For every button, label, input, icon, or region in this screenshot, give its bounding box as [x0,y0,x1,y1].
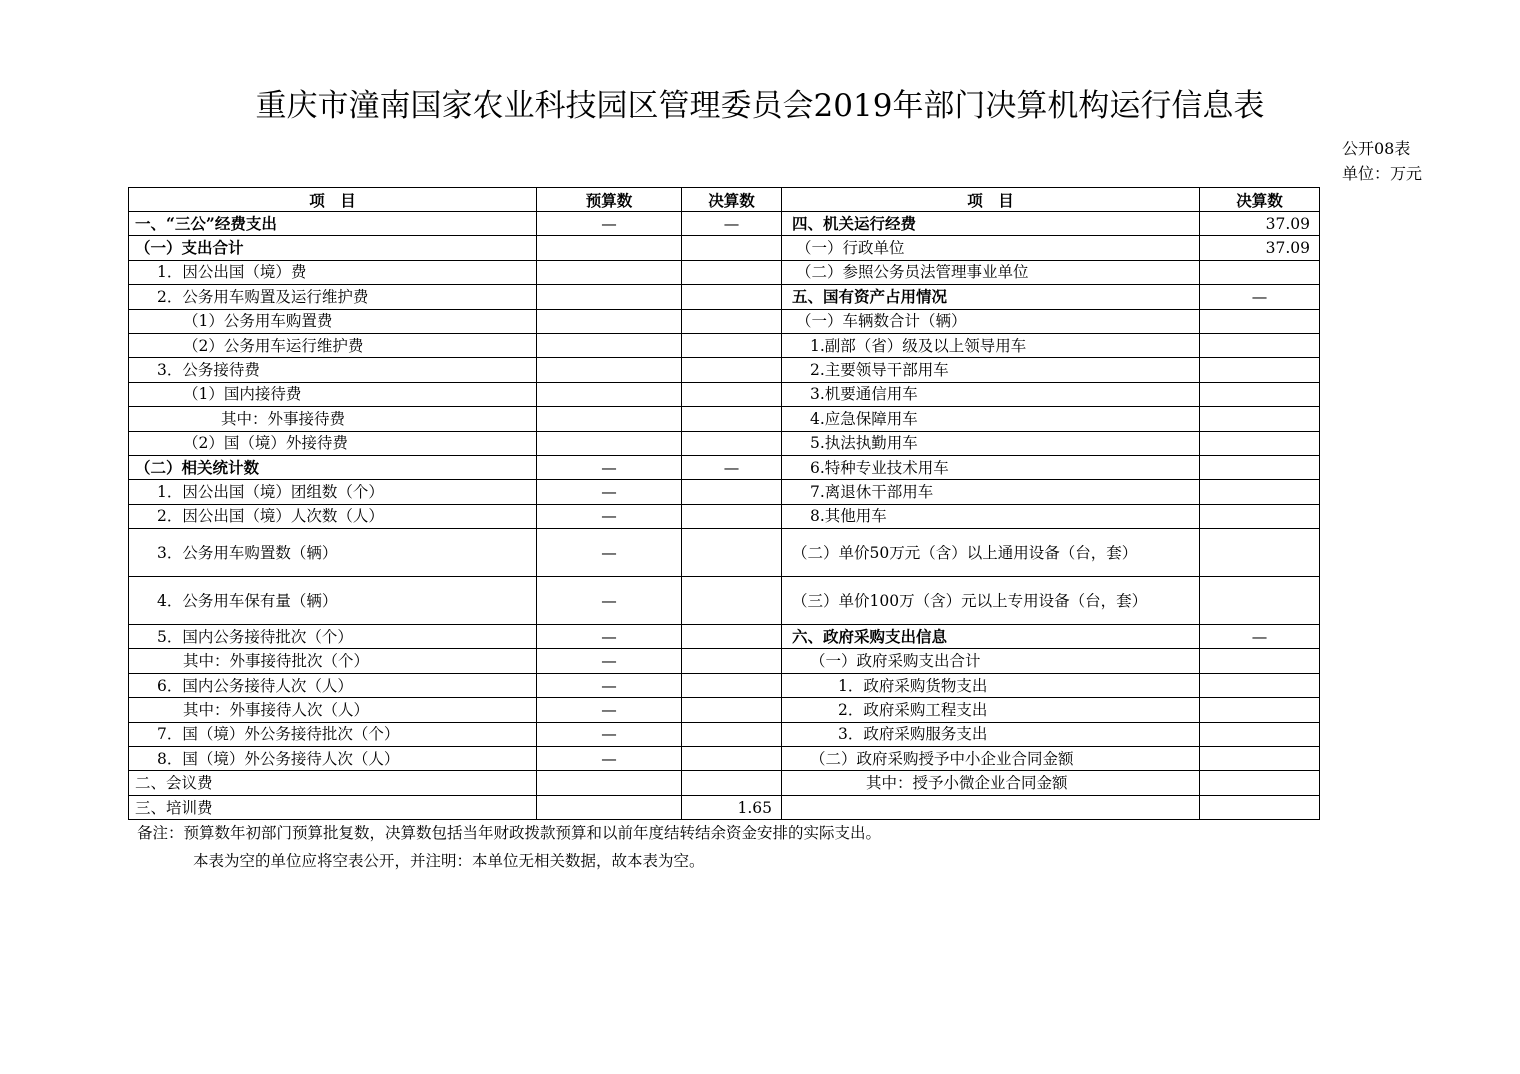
row-budget-value [537,795,682,819]
header-item-right: 项 目 [782,188,1200,212]
row-final-value-right: 37.09 [1200,212,1320,236]
row-final-value [682,673,782,697]
row-item-right: 4.应急保障用车 [782,407,1200,431]
table-row [129,480,1320,504]
remark-note: 备注：预算数年初部门预算批复数，决算数包括当年财政拨款预算和以前年度结转结余资金安排的实际支出。 [137,824,882,842]
row-final-value [682,649,782,673]
row-item-right: （二）参照公务员法管理事业单位 [782,260,1200,284]
row-item-left: 5．国内公务接待批次（个） [129,625,537,649]
row-final-value-right [1200,431,1320,455]
row-budget-value: — [537,577,682,625]
row-final-value [682,480,782,504]
row-item-left: 其中：外事接待人次（人） [129,698,537,722]
table-row [129,795,1320,819]
row-item-right: 四、机关运行经费 [782,212,1200,236]
operation-info-table [128,187,1320,820]
row-final-value [682,529,782,577]
table-row [129,698,1320,722]
row-budget-value [537,407,682,431]
table-row [129,747,1320,771]
row-item-right: 五、国有资产占用情况 [782,285,1200,309]
row-final-value: 1.65 [682,795,782,819]
row-item-left: 7．国（境）外公务接待批次（个） [129,722,537,746]
row-final-value [682,407,782,431]
row-item-right: 2．政府采购工程支出 [782,698,1200,722]
row-final-value: — [682,212,782,236]
row-item-right [782,795,1200,819]
row-budget-value [537,382,682,406]
row-budget-value: — [537,649,682,673]
row-final-value [682,260,782,284]
table-number: 公开08表 [1342,139,1411,158]
row-item-left: 1．因公出国（境）团组数（个） [129,480,537,504]
row-budget-value [537,431,682,455]
row-item-left: 2．公务用车购置及运行维护费 [129,285,537,309]
row-final-value [682,382,782,406]
row-final-value [682,431,782,455]
header-budget: 预算数 [537,188,682,212]
row-item-right: 7.离退休干部用车 [782,480,1200,504]
row-final-value [682,747,782,771]
row-final-value-right [1200,529,1320,577]
row-item-left: 3．公务用车购置数（辆） [129,529,537,577]
row-item-right: 六、政府采购支出信息 [782,625,1200,649]
row-item-left: 其中：外事接待批次（个） [129,649,537,673]
row-final-value [682,698,782,722]
row-item-right: 8.其他用车 [782,504,1200,528]
row-item-left: 6．国内公务接待人次（人） [129,673,537,697]
row-final-value-right [1200,382,1320,406]
row-final-value-right [1200,649,1320,673]
row-final-value [682,333,782,357]
table-row [129,407,1320,431]
row-item-left: 其中：外事接待费 [129,407,537,431]
table-row [129,722,1320,746]
row-item-right: （二）单价50万元（含）以上通用设备（台，套） [782,529,1200,577]
row-budget-value: — [537,673,682,697]
row-item-left: 三、培训费 [129,795,537,819]
table-row [129,431,1320,455]
row-final-value [682,625,782,649]
row-final-value-right [1200,260,1320,284]
row-budget-value: — [537,747,682,771]
row-item-right: （一）政府采购支出合计 [782,649,1200,673]
row-final-value [682,504,782,528]
row-budget-value: — [537,455,682,479]
row-budget-value: — [537,722,682,746]
table-row [129,333,1320,357]
table-body [129,212,1320,820]
row-final-value-right [1200,771,1320,795]
table-row [129,625,1320,649]
row-final-value [682,771,782,795]
row-item-left: 1．因公出国（境）费 [129,260,537,284]
header-final: 决算数 [682,188,782,212]
table-row [129,673,1320,697]
table-row [129,577,1320,625]
row-item-left: 3．公务接待费 [129,358,537,382]
row-final-value [682,577,782,625]
row-item-left: （二）相关统计数 [129,455,537,479]
row-final-value-right [1200,577,1320,625]
row-budget-value [537,236,682,260]
row-item-right: 3.机要通信用车 [782,382,1200,406]
row-final-value-right [1200,673,1320,697]
row-item-right: 其中：授予小微企业合同金额 [782,771,1200,795]
table-header-row [129,188,1320,212]
table-row [129,358,1320,382]
row-item-right: 5.执法执勤用车 [782,431,1200,455]
row-budget-value [537,333,682,357]
row-item-left: （1）国内接待费 [129,382,537,406]
row-item-left: 一、“三公”经费支出 [129,212,537,236]
table-row [129,212,1320,236]
row-final-value-right [1200,747,1320,771]
unit-label: 单位：万元 [1342,164,1423,183]
row-budget-value: — [537,625,682,649]
row-final-value-right [1200,698,1320,722]
row-item-left: 二、会议费 [129,771,537,795]
table-row [129,236,1320,260]
row-final-value-right [1200,795,1320,819]
row-item-right: （一）行政单位 [782,236,1200,260]
row-final-value-right [1200,722,1320,746]
table-row [129,771,1320,795]
row-item-right: （三）单价100万（含）元以上专用设备（台，套） [782,577,1200,625]
row-final-value [682,309,782,333]
header-final-right: 决算数 [1200,188,1320,212]
row-budget-value [537,260,682,284]
row-budget-value: — [537,504,682,528]
row-final-value-right [1200,333,1320,357]
row-final-value [682,236,782,260]
row-item-right: （一）车辆数合计（辆） [782,309,1200,333]
row-final-value-right: — [1200,625,1320,649]
table-row [129,529,1320,577]
row-budget-value: — [537,698,682,722]
table-row [129,455,1320,479]
table-row [129,309,1320,333]
row-item-left: （2）公务用车运行维护费 [129,333,537,357]
row-budget-value: — [537,480,682,504]
row-budget-value [537,309,682,333]
page-title: 重庆市潼南国家农业科技园区管理委员会2019年部门决算机构运行信息表 [255,88,1265,124]
row-item-left: 4．公务用车保有量（辆） [129,577,537,625]
row-item-right: 1．政府采购货物支出 [782,673,1200,697]
row-budget-value: — [537,212,682,236]
row-final-value-right [1200,455,1320,479]
row-final-value-right [1200,504,1320,528]
row-final-value-right [1200,480,1320,504]
row-item-right: 1.副部（省）级及以上领导用车 [782,333,1200,357]
row-final-value-right: — [1200,285,1320,309]
row-item-right: 6.特种专业技术用车 [782,455,1200,479]
row-final-value-right [1200,358,1320,382]
row-final-value: — [682,455,782,479]
row-final-value [682,358,782,382]
row-item-right: （二）政府采购授予中小企业合同金额 [782,747,1200,771]
row-final-value [682,722,782,746]
table-row [129,382,1320,406]
row-budget-value: — [537,529,682,577]
row-budget-value [537,771,682,795]
row-final-value-right [1200,309,1320,333]
header-item: 项 目 [129,188,537,212]
row-final-value-right [1200,407,1320,431]
row-final-value [682,285,782,309]
row-final-value-right: 37.09 [1200,236,1320,260]
row-budget-value [537,358,682,382]
table-row [129,260,1320,284]
row-item-right: 2.主要领导干部用车 [782,358,1200,382]
row-item-right: 3．政府采购服务支出 [782,722,1200,746]
row-item-left: 8．国（境）外公务接待人次（人） [129,747,537,771]
row-budget-value [537,285,682,309]
row-item-left: （2）国（境）外接待费 [129,431,537,455]
row-item-left: 2．因公出国（境）人次数（人） [129,504,537,528]
row-item-left: （一）支出合计 [129,236,537,260]
table-row [129,649,1320,673]
table-row [129,504,1320,528]
empty-table-note: 本表为空的单位应将空表公开，并注明：本单位无相关数据，故本表为空。 [193,852,705,870]
table-row [129,285,1320,309]
row-item-left: （1）公务用车购置费 [129,309,537,333]
